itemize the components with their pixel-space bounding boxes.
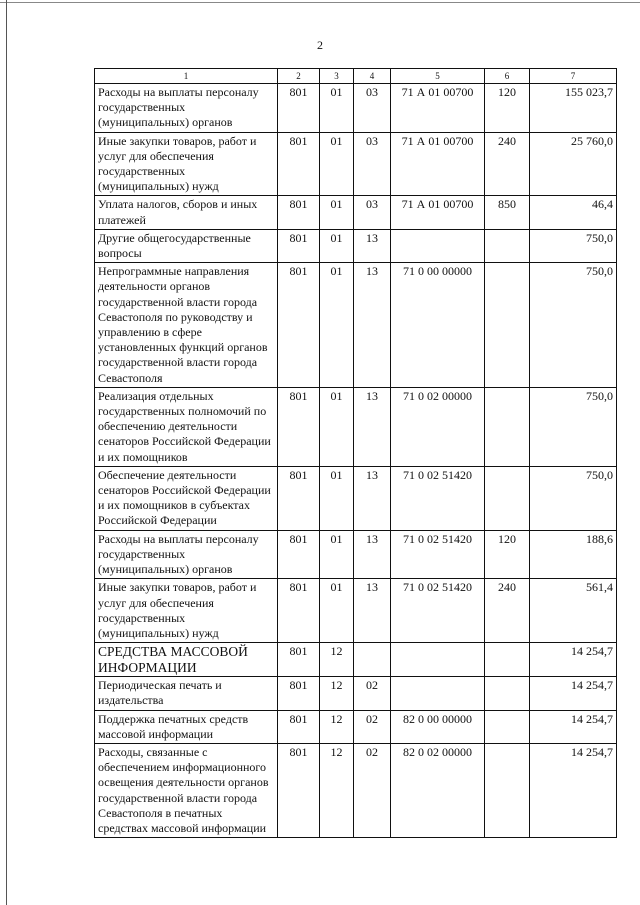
- cell-code: 801: [278, 643, 320, 677]
- cell-amount: 14 254,7: [530, 743, 617, 837]
- cell-code: 801: [278, 387, 320, 466]
- table-row: [95, 743, 617, 837]
- cell-name: Непрограммные направления деятельности органов государственной власти города Севастополя по руководству и управлению в сфере установленных функций органов государственной власти города Севастополя: [95, 263, 278, 388]
- cell-amount: 25 760,0: [530, 132, 617, 196]
- cell-name: Расходы, связанные с обеспечением информационного освещения деятельности органов государственной власти города Севастополя в печатных средствах массовой информации: [95, 743, 278, 837]
- column-header: 7: [530, 69, 617, 84]
- cell-name: Иные закупки товаров, работ и услуг для обеспечения государственных (муниципальных) нужд: [95, 132, 278, 196]
- cell-code: [485, 466, 530, 530]
- cell-code: 01: [320, 466, 354, 530]
- scan-edge-top: [0, 2, 640, 3]
- cell-amount: 14 254,7: [530, 677, 617, 710]
- cell-code: 13: [354, 263, 391, 388]
- cell-amount: 750,0: [530, 387, 617, 466]
- cell-name: Иные закупки товаров, работ и услуг для обеспечения государственных (муниципальных) нужд: [95, 579, 278, 643]
- cell-code: [485, 643, 530, 677]
- cell-code: 03: [354, 84, 391, 133]
- cell-code: 801: [278, 229, 320, 262]
- cell-code: 01: [320, 579, 354, 643]
- table-header-row: [95, 69, 617, 84]
- table-row: [95, 579, 617, 643]
- cell-code: [485, 229, 530, 262]
- cell-code: 02: [354, 677, 391, 710]
- cell-name: Поддержка печатных средств массовой информации: [95, 710, 278, 743]
- cell-amount: 750,0: [530, 263, 617, 388]
- budget-table: [94, 68, 617, 838]
- cell-code: 71 А 01 00700: [391, 132, 485, 196]
- cell-code: 71 0 02 51420: [391, 466, 485, 530]
- table-row: [95, 387, 617, 466]
- column-header: 6: [485, 69, 530, 84]
- cell-amount: 750,0: [530, 466, 617, 530]
- cell-amount: 188,6: [530, 530, 617, 579]
- cell-code: 02: [354, 710, 391, 743]
- cell-code: 850: [485, 196, 530, 229]
- cell-code: 01: [320, 196, 354, 229]
- cell-code: 120: [485, 530, 530, 579]
- table-row: [95, 530, 617, 579]
- column-header: 1: [95, 69, 278, 84]
- cell-code: 01: [320, 530, 354, 579]
- cell-code: 01: [320, 387, 354, 466]
- cell-code: 801: [278, 677, 320, 710]
- page-number: 2: [317, 38, 323, 52]
- cell-code: 01: [320, 229, 354, 262]
- cell-code: [485, 743, 530, 837]
- cell-code: 71 0 02 00000: [391, 387, 485, 466]
- cell-code: 12: [320, 743, 354, 837]
- column-header: 2: [278, 69, 320, 84]
- cell-code: 801: [278, 466, 320, 530]
- cell-code: 801: [278, 263, 320, 388]
- table-row: [95, 466, 617, 530]
- table-row: [95, 84, 617, 133]
- cell-code: 01: [320, 263, 354, 388]
- cell-code: 01: [320, 132, 354, 196]
- cell-code: 801: [278, 132, 320, 196]
- cell-name: Периодическая печать и издательства: [95, 677, 278, 710]
- cell-code: 240: [485, 579, 530, 643]
- cell-amount: 155 023,7: [530, 84, 617, 133]
- cell-code: 01: [320, 84, 354, 133]
- cell-code: 13: [354, 579, 391, 643]
- cell-code: 13: [354, 387, 391, 466]
- cell-name: Расходы на выплаты персоналу государственных (муниципальных) органов: [95, 84, 278, 133]
- scan-edge-left: [6, 0, 7, 905]
- cell-code: 120: [485, 84, 530, 133]
- cell-code: 71 0 00 00000: [391, 263, 485, 388]
- cell-code: 03: [354, 196, 391, 229]
- cell-code: 82 0 00 00000: [391, 710, 485, 743]
- cell-code: 801: [278, 530, 320, 579]
- cell-name: Другие общегосударственные вопросы: [95, 229, 278, 262]
- cell-code: [485, 710, 530, 743]
- cell-name: Реализация отдельных государственных полномочий по обеспечению деятельности сенаторов Российской Федерации и их помощников: [95, 387, 278, 466]
- cell-amount: 561,4: [530, 579, 617, 643]
- table-row: [95, 196, 617, 229]
- cell-amount: 14 254,7: [530, 643, 617, 677]
- cell-code: 71 0 02 51420: [391, 530, 485, 579]
- column-header: 5: [391, 69, 485, 84]
- table-row: [95, 132, 617, 196]
- column-header: 3: [320, 69, 354, 84]
- cell-code: [485, 677, 530, 710]
- cell-code: 801: [278, 196, 320, 229]
- table-row: [95, 229, 617, 262]
- cell-code: [354, 643, 391, 677]
- cell-amount: 46,4: [530, 196, 617, 229]
- cell-code: 801: [278, 710, 320, 743]
- cell-code: 03: [354, 132, 391, 196]
- table-row: [95, 263, 617, 388]
- cell-code: [391, 677, 485, 710]
- cell-name: Обеспечение деятельности сенаторов Российской Федерации и их помощников в субъектах Российской Федерации: [95, 466, 278, 530]
- cell-code: 801: [278, 84, 320, 133]
- cell-name: СРЕДСТВА МАССОВОЙ ИНФОРМАЦИИ: [95, 643, 278, 677]
- cell-code: 240: [485, 132, 530, 196]
- cell-code: 801: [278, 743, 320, 837]
- cell-code: [391, 229, 485, 262]
- table-row: [95, 710, 617, 743]
- cell-amount: 14 254,7: [530, 710, 617, 743]
- column-header: 4: [354, 69, 391, 84]
- cell-code: 82 0 02 00000: [391, 743, 485, 837]
- cell-code: 71 А 01 00700: [391, 84, 485, 133]
- cell-name: Расходы на выплаты персоналу государственных (муниципальных) органов: [95, 530, 278, 579]
- cell-amount: 750,0: [530, 229, 617, 262]
- cell-code: [485, 387, 530, 466]
- cell-code: 12: [320, 643, 354, 677]
- cell-code: [485, 263, 530, 388]
- cell-code: 801: [278, 579, 320, 643]
- table-row: [95, 677, 617, 710]
- cell-name: Уплата налогов, сборов и иных платежей: [95, 196, 278, 229]
- cell-code: [391, 643, 485, 677]
- table-row-section: [95, 643, 617, 677]
- cell-code: 12: [320, 710, 354, 743]
- cell-code: 13: [354, 229, 391, 262]
- cell-code: 71 А 01 00700: [391, 196, 485, 229]
- cell-code: 13: [354, 530, 391, 579]
- cell-code: 71 0 02 51420: [391, 579, 485, 643]
- cell-code: 12: [320, 677, 354, 710]
- cell-code: 13: [354, 466, 391, 530]
- cell-code: 02: [354, 743, 391, 837]
